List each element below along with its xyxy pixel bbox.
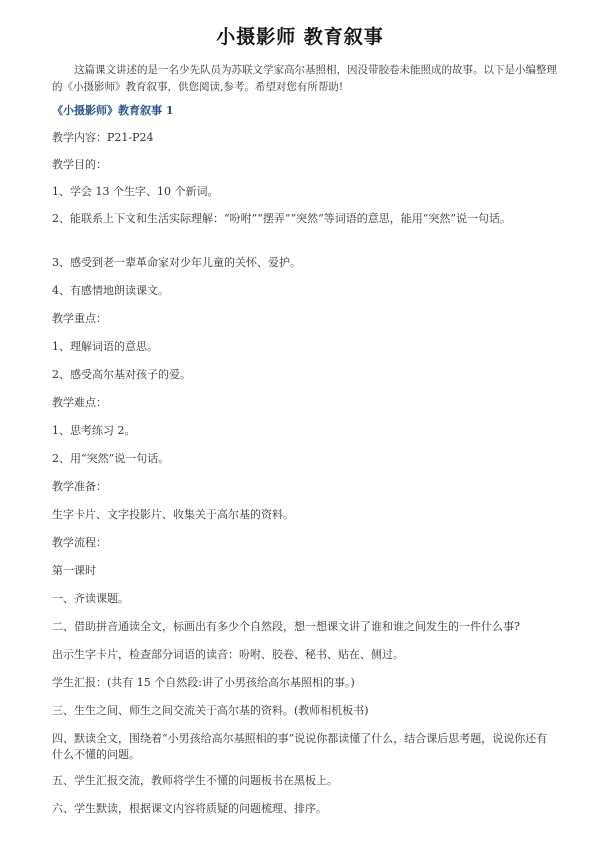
content-line: 出示生字卡片，检查部分词语的读音：吩咐、胶卷、秘书、贴在、侧过。	[52, 648, 404, 661]
content-line: 1、理解词语的意思。	[52, 340, 158, 353]
content-line: 2、能联系上下文和生活实际理解：“吩咐”“摆弄”“突然”等词语的意思，能用“突然”说一句话。	[52, 212, 511, 225]
content-line: 生字卡片、文字投影片、收集关于高尔基的资料。	[52, 508, 294, 521]
section-heading: 《小摄影师》教育叙事 1	[52, 104, 174, 117]
content-line: 教学目的：	[52, 158, 107, 171]
content-line: 第一课时	[52, 564, 96, 577]
content-line: 教学流程：	[52, 536, 107, 549]
content-line: 三、生生之间、师生之间交流关于高尔基的资料。(教师相机板书)	[52, 704, 369, 717]
content-line: 教学难点：	[52, 396, 107, 409]
content-line: 五、学生汇报交流，教师将学生不懂的问题板书在黑板上。	[52, 774, 338, 787]
content-line: 六、学生默读，根据课文内容将质疑的问题梳理、排序。	[52, 802, 327, 815]
content-line: 学生汇报：(共有 15 个自然段:讲了小男孩给高尔基照相的事。)	[52, 676, 355, 689]
content-line: 1、思考练习 2。	[52, 424, 136, 437]
content-line: 一、齐读课题。	[52, 592, 129, 605]
document-title: 小摄影师 教育叙事	[216, 26, 384, 48]
content-line: 二、借助拼音通读全文，标画出有多少个自然段，想一想课文讲了谁和谁之间发生的一件什么事?	[52, 620, 520, 633]
content-line: 四、默读全文，围绕着“小男孩给高尔基照相的事”说说你都读懂了什么，结合课后思考题，说说你还有什么不懂的问题。	[52, 732, 548, 761]
content-line: 2、感受高尔基对孩子的爱。	[52, 368, 191, 381]
content-line: 教学重点：	[52, 312, 107, 325]
intro-paragraph: 这篇课文讲述的是一名少先队员为苏联文学家高尔基照相，因没带胶卷未能照成的故事。以下是小编整理的《小摄影师》教育叙事，供您阅读,参考。希望对您有所帮助!	[52, 64, 557, 93]
content-line: 4、有感情地朗读课文。	[52, 284, 169, 297]
content-line: 教学准备：	[52, 480, 107, 493]
content-line: 教学内容：P21-P24	[52, 131, 154, 144]
content-line: 3、感受到老一辈革命家对少年儿童的关怀、爱护。	[52, 256, 301, 269]
content-line: 1、学会 13 个生字、10 个新词。	[52, 185, 219, 198]
content-line: 2、用“突然”说一句话。	[52, 452, 170, 465]
